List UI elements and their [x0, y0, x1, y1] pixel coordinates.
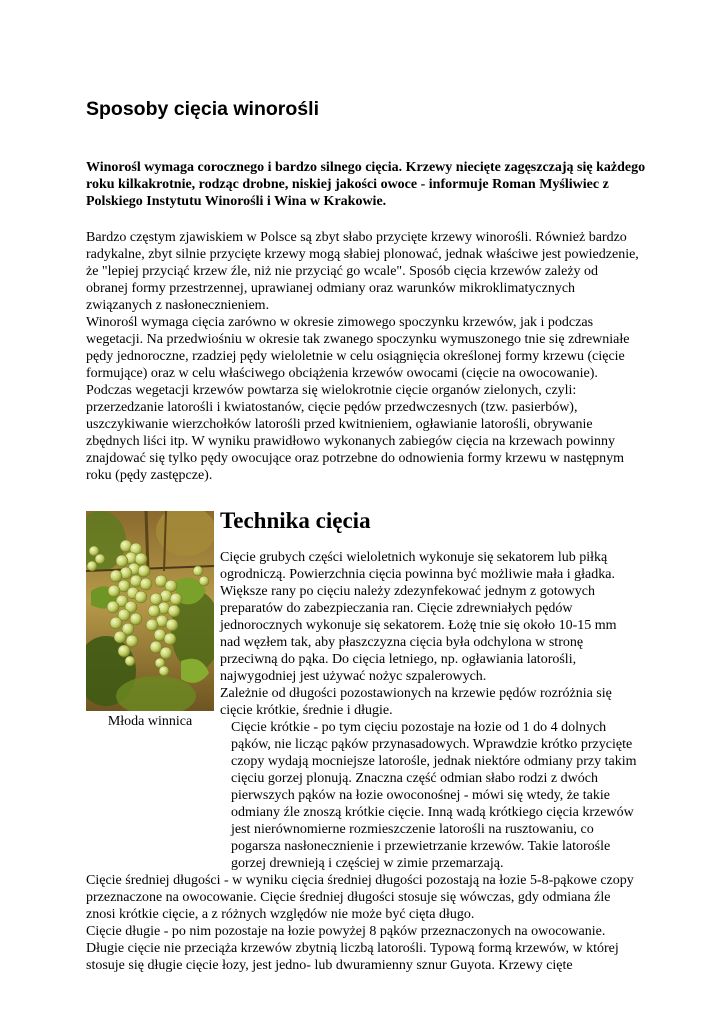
section-text-beside-image [220, 549, 640, 719]
intro-paragraph-2: Winorośl wymaga cięcia zarówno w okresie zimowego spoczynku krzewów, jak i podczas wegetacji. Na przedwiośniu w okresie tak zwanego spoczynku wymuszonego tnie się zdrewniałe pędy jednoroczne, rzadziej pędy wieloletnie w celu osiągnięcia określonej formy krzewu (cięcie formujące) oraz w celu właściwego obciążenia krzewów owocami (cięcie na owocowanie). Podczas wegetacji krzewów powtarza się wielokrotnie cięcie organów zielonych, czyli: przerzedzanie latorośli i kwiatostanów, cięcie pędów przedwczesnych (tzw. pasierbów), uszczykiwanie wierzchołków latorośli przed kwitnieniem, ogławianie latorośli, obrywanie zbędnych liści itp. W wyniku prawidłowo wykonanych zabiegów cięcia na krzewach powinny znajdować się tylko pędy owocujące oraz potrzebne do odnowienia formy krzewu w następnym roku (pędy zastępcze). [86, 315, 630, 483]
section-text-below [86, 719, 642, 974]
medium-cut-paragraph: Cięcie średniej długości - w wyniku cięcia średniej długości pozostają na łozie 5-8-pąkowe czopy przeznaczone na owocowanie. Cięcie średniej długości stosuje się wówczas, gdy odmiana źle znosi krótkie cięcie, a z różnych względów nie może być cięta długo. [86, 873, 634, 922]
intro-text [86, 229, 642, 484]
vineyard-photo [86, 511, 214, 711]
long-cut-paragraph: Cięcie długie - po nim pozostaje na łozie powyżej 8 pąków przeznaczonych na owocowanie. Długie cięcie nie przeciąża krzewów zbytnią liczbą latorośli. Typową formą krzewów, w której stosuje się długie cięcie łozy, jest jedno- lub dwuramienny sznur Guyota. Krzewy cięte [86, 924, 619, 973]
article-title: Sposoby cięcia winorośli [86, 98, 319, 120]
intro-paragraph-1: Bardzo częstym zjawiskiem w Polsce są zbyt słabo przycięte krzewy winorośli. Również bardzo radykalne, zbyt silnie przycięte krzewy mogą słabiej plonować, jednak właściwe jest powiedzenie, że "lepiej przyciąć krzew źle, niż nie przyciąć go wcale". Sposób cięcia krzewów zależy od obranej formy przestrzennej, uprawianej odmiany oraz warunków mikroklimatycznych związanych z nasłonecznieniem. [86, 230, 639, 313]
section-paragraph-2: Zależnie od długości pozostawionych na krzewie pędów rozróżnia się cięcie krótkie, średnie i długie. [220, 686, 612, 718]
short-cut-paragraph: Cięcie krótkie - po tym cięciu pozostaje na łozie od 1 do 4 dolnych pąków, nie licząc pąków przynasadowych. Wprawdzie krótko przycięte czopy wydają mocniejsze latorośle, jednak niektóre odmiany przy takim cięciu gorzej plonują. Znaczna część odmian słabo rodzi z dwóch pierwszych pąków na łozie owoconośnej - mówi się wtedy, że takie odmiany źle znoszą krótkie cięcie. Inną wadą krótkiego cięcia krzewów jest nierównomierne rozmieszczenie latorośli na rusztowaniu, co pogarsza nasłonecznienie i przewietrzanie krzewów. Takie latorośle gorzej drewnieją i częściej w zimie przemarzają. [231, 720, 637, 871]
section-title: Technika cięcia [220, 508, 371, 533]
photo-caption: Młoda winnica [107, 714, 193, 729]
section-paragraph-1: Cięcie grubych części wieloletnich wykonuje się sekatorem lub piłką ogrodniczą. Powierzchnia cięcia powinna być możliwie mała i gładka. Większe rany po cięciu należy zdezynfekować jednym z gotowych preparatów do zabezpieczania ran. Cięcie zdrewniałych pędów jednorocznych wykonuje się sekatorem. Łożę tnie się około 10-15 mm nad węzłem tak, aby płaszczyzna cięcia była odchylona w stronę przeciwną do pąka. Do cięcia letniego, np. ogławiania latorośli, najwygodniej jest używać nożyc szpalerowych. [220, 550, 617, 684]
lead-paragraph: Winorośl wymaga corocznego i bardzo silnego cięcia. Krzewy niecięte zagęszczają się każdego roku kilkakrotnie, rodząc drobne, niskiej jakości owoce - informuje Roman Myśliwiec z Polskiego Instytutu Winorośli i Wina w Krakowie. [86, 160, 646, 209]
